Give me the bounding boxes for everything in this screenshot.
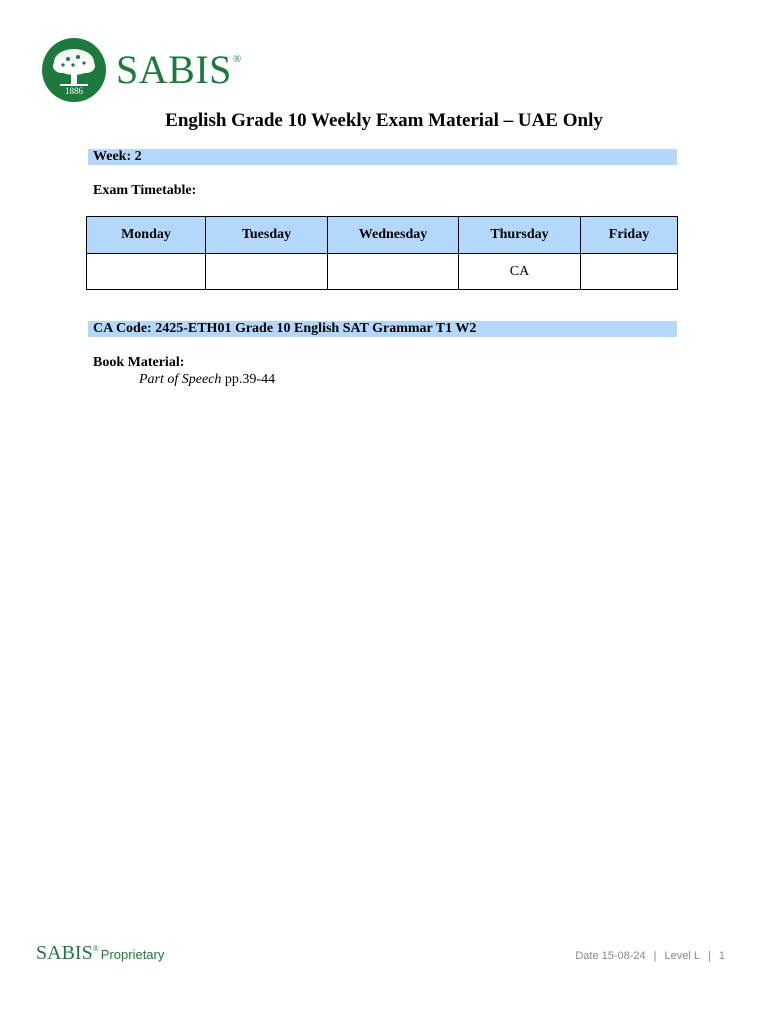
- logo-wordmark: [116, 47, 242, 92]
- cell-wednesday: [328, 254, 459, 290]
- footer-page-number: 1: [718, 950, 725, 962]
- footer-brand: [36, 942, 164, 965]
- timetable-header-row: [87, 217, 678, 254]
- header-monday: Monday: [87, 217, 206, 254]
- footer-proprietary: Proprietary: [100, 947, 165, 962]
- book-material-item: [139, 372, 275, 388]
- book-material-label: Book Material:: [93, 355, 185, 370]
- footer-separator: |: [653, 950, 657, 962]
- cell-tuesday: [206, 254, 328, 290]
- logo-year: 1886: [65, 86, 83, 96]
- book-item-title: Part of Speech: [139, 372, 222, 387]
- footer-level: Level L: [664, 950, 701, 962]
- footer-meta: [575, 950, 725, 962]
- timetable-label: Exam Timetable:: [93, 183, 197, 198]
- footer-brand-wordmark: SABIS: [36, 942, 93, 964]
- header-tuesday: Tuesday: [206, 217, 328, 254]
- ca-code-band: CA Code: 2425-ETH01 Grade 10 English SAT Grammar T1 W2: [88, 321, 677, 337]
- header-wednesday: Wednesday: [328, 217, 459, 254]
- footer-registered-mark: ®: [92, 944, 99, 953]
- logo-wordmark-text: SABIS: [116, 47, 232, 92]
- footer-date: Date 15-08-24: [575, 950, 646, 962]
- table-row: [87, 254, 678, 290]
- book-item-pages: pp.39-44: [224, 372, 276, 387]
- sabis-logo: [42, 38, 242, 102]
- cell-friday: [581, 254, 678, 290]
- week-band: Week: 2: [88, 149, 677, 165]
- tree-emblem-icon: [42, 38, 106, 102]
- document-title: English Grade 10 Weekly Exam Material – UAE Only: [165, 110, 603, 131]
- exam-timetable: [86, 216, 678, 290]
- header-thursday: Thursday: [459, 217, 581, 254]
- cell-thursday: CA: [459, 254, 581, 290]
- cell-monday: [87, 254, 206, 290]
- registered-mark: ®: [232, 53, 242, 65]
- footer-separator: |: [708, 950, 711, 962]
- header-friday: Friday: [581, 217, 678, 254]
